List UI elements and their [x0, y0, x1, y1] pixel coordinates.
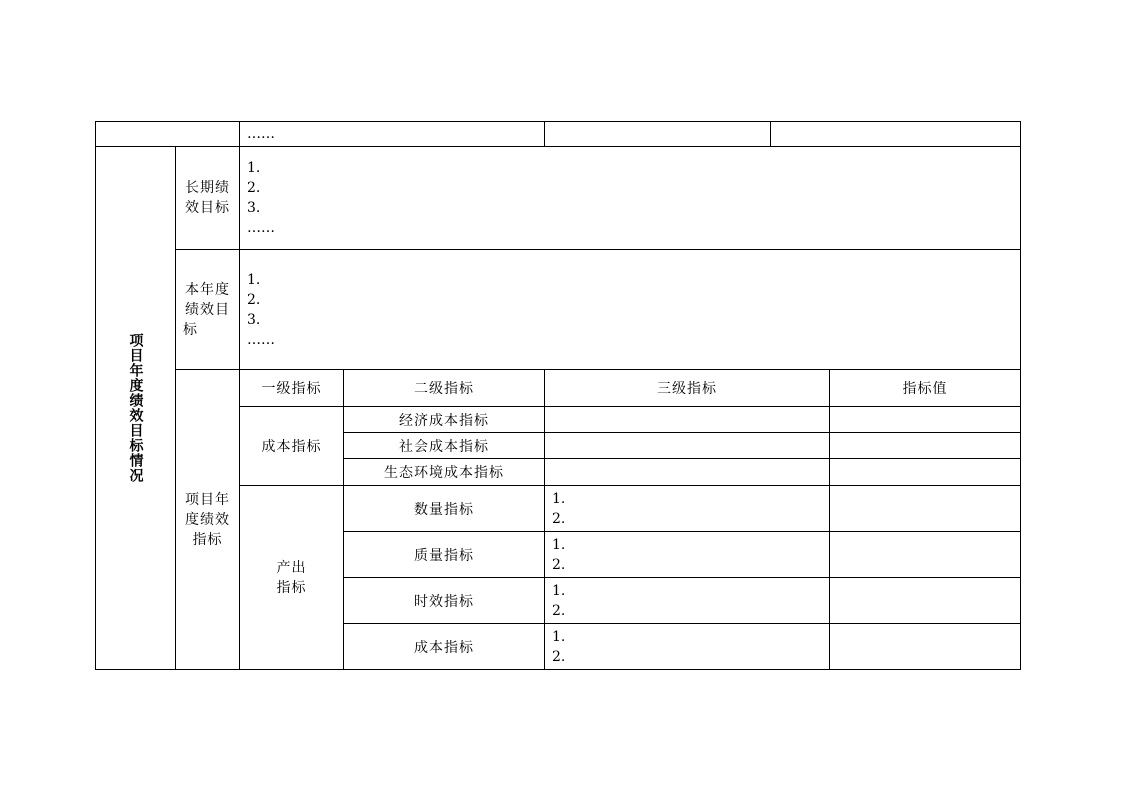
long-term-item: 2. [247, 180, 261, 196]
annual-item: …… [247, 331, 275, 348]
header-level3: 三级指标 [545, 370, 830, 407]
cost-row-value-cell [830, 407, 1021, 433]
annual-label-line3: 标 [183, 321, 198, 338]
cost-row-name: 社会成本指标 [344, 433, 545, 459]
indicator-header-row [96, 370, 1021, 407]
output-group-label-line1: 产出 [276, 559, 307, 576]
cost-row-value-cell [830, 433, 1021, 459]
annual-label-line1: 本年度 [185, 281, 230, 298]
output-group-label-line2: 指标 [276, 579, 307, 596]
output-row-items-cell [545, 624, 830, 670]
cost-row-level3-cell [545, 407, 830, 433]
output-row-name: 质量指标 [344, 532, 545, 578]
long-term-item: …… [247, 220, 275, 236]
indicators-label-line2: 度绩效 [185, 511, 230, 528]
top-row-blank-cell [96, 122, 240, 147]
cost-row-level3-cell [545, 433, 830, 459]
section-title-cell [96, 147, 176, 670]
output-row-value-cell [830, 532, 1021, 578]
output-row-value-cell [830, 624, 1021, 670]
long-term-label-line2: 效目标 [185, 200, 230, 216]
annual-goal-row [96, 250, 1021, 370]
output-row-item: 1. [552, 582, 566, 599]
output-row-item: 2. [552, 510, 566, 527]
cost-group-label: 成本指标 [240, 407, 344, 486]
long-term-item: 3. [247, 200, 261, 216]
top-row-ellipsis: …… [247, 126, 275, 142]
long-term-item: 1. [247, 160, 261, 176]
header-level2: 二级指标 [344, 370, 545, 407]
output-row-items-cell [545, 532, 830, 578]
section-title: 项目年度绩效目标情况 [127, 333, 144, 483]
annual-item: 2. [247, 291, 261, 308]
output-row-items-cell [545, 486, 830, 532]
output-row-value-cell [830, 578, 1021, 624]
performance-goal-table [95, 121, 1021, 670]
indicators-label-line3: 指标 [192, 531, 223, 548]
annual-label-cell [176, 250, 240, 370]
cost-row-name: 生态环境成本指标 [344, 459, 545, 486]
annual-item: 3. [247, 311, 261, 328]
output-group-label-cell [240, 486, 344, 670]
indicators-label-line1: 项目年 [185, 491, 230, 508]
cost-row-name: 经济成本指标 [344, 407, 545, 433]
output-row-item: 1. [552, 490, 566, 507]
top-row-cell-3 [545, 122, 771, 147]
cost-row-level3-cell [545, 459, 830, 486]
output-row-name: 成本指标 [344, 624, 545, 670]
output-row-name: 时效指标 [344, 578, 545, 624]
output-row-item: 2. [552, 602, 566, 619]
long-term-label-cell [176, 147, 240, 250]
header-value: 指标值 [830, 370, 1021, 407]
annual-content-cell [240, 250, 1021, 370]
top-row-cell-4 [771, 122, 1021, 147]
output-row-item: 2. [552, 556, 566, 573]
indicators-label-cell [176, 370, 240, 670]
output-row-name: 数量指标 [344, 486, 545, 532]
output-row-item: 1. [552, 628, 566, 645]
long-term-label-line1: 长期绩 [185, 180, 230, 196]
output-row-value-cell [830, 486, 1021, 532]
output-row-items-cell [545, 578, 830, 624]
top-row [96, 122, 1021, 147]
output-row-item: 2. [552, 648, 566, 665]
output-row-item: 1. [552, 536, 566, 553]
annual-item: 1. [247, 271, 261, 288]
top-row-ellipsis-cell [240, 122, 545, 147]
long-term-content-cell [240, 147, 1021, 250]
long-term-goal-row [96, 147, 1021, 250]
cost-row-value-cell [830, 459, 1021, 486]
annual-label-line2: 绩效目 [185, 301, 230, 318]
header-level1: 一级指标 [240, 370, 344, 407]
